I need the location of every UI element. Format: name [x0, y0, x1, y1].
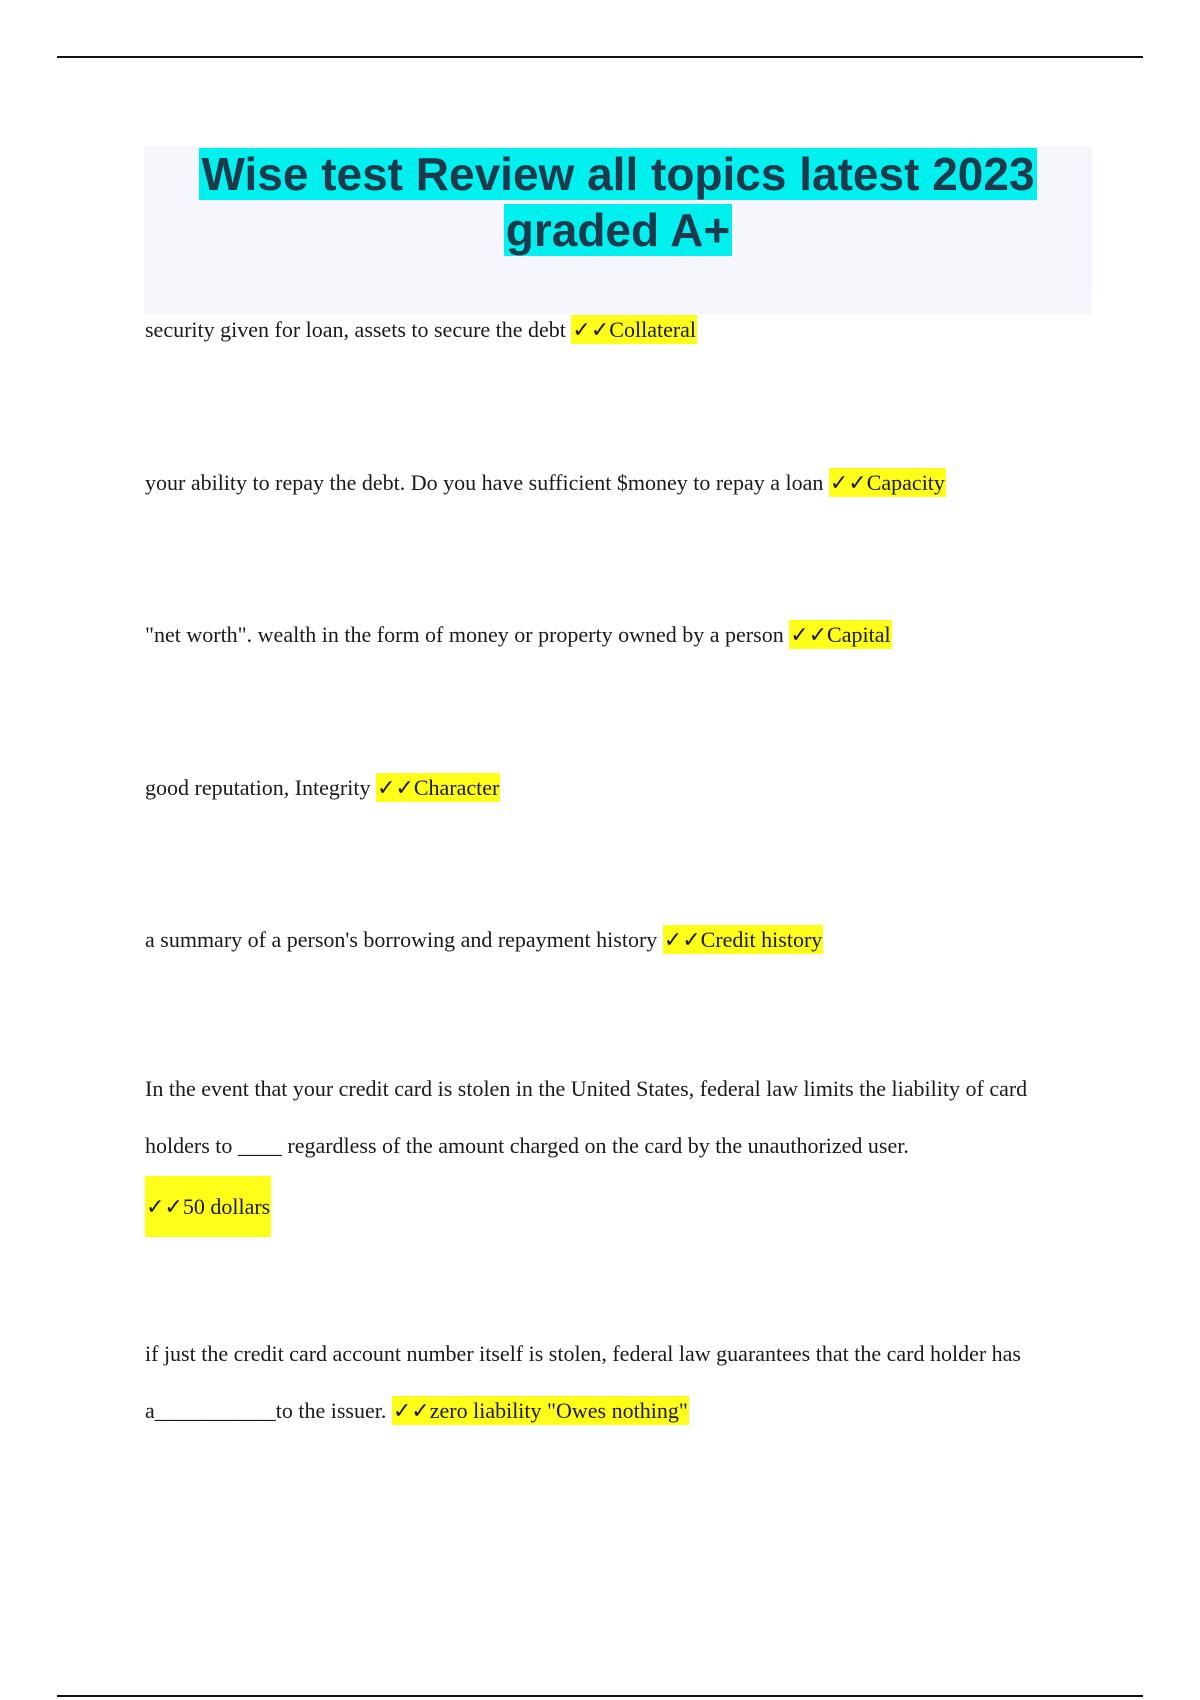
answer-text: ✓✓Credit history [663, 927, 823, 952]
top-rule [57, 56, 1143, 58]
question-text: if just the credit card account number itself is stolen, federal law guarantees that the card holder has a___________to the issuer. [145, 1341, 1021, 1423]
qa-item-1 [145, 301, 1075, 358]
qa-item-5 [145, 911, 1075, 968]
question-text: security given for loan, assets to secure the debt [145, 317, 566, 342]
qa-item-2 [145, 454, 1075, 511]
bottom-rule [57, 1695, 1143, 1697]
qa-item-7 [145, 1325, 1075, 1439]
question-text: your ability to repay the debt. Do you have sufficient $money to repay a loan [145, 470, 824, 495]
qa-item-4 [145, 759, 1075, 816]
answer-text: ✓✓Capacity [829, 470, 945, 495]
answer-text: ✓✓Character [376, 775, 500, 800]
answer-text: ✓✓Collateral [572, 317, 697, 342]
answer-text: ✓✓zero liability "Owes nothing" [392, 1398, 688, 1423]
question-text: In the event that your credit card is stolen in the United States, federal law limits the liability of card holders to ____ regardless of the amount charged on the card by the unauthorized user. [145, 1076, 1028, 1158]
question-text: a summary of a person's borrowing and repayment history [145, 927, 658, 952]
qa-item-6 [145, 1060, 1075, 1237]
answer-text: ✓✓Capital [790, 622, 891, 647]
title-box [144, 146, 1092, 314]
question-text: "net worth". wealth in the form of money or property owned by a person [145, 622, 784, 647]
question-text: good reputation, Integrity [145, 775, 371, 800]
title-text: Wise test Review all topics latest 2023 graded A+ [201, 148, 1035, 256]
qa-item-3 [145, 606, 1075, 663]
answer-text: ✓✓50 dollars [145, 1176, 271, 1237]
document-title [144, 146, 1092, 258]
